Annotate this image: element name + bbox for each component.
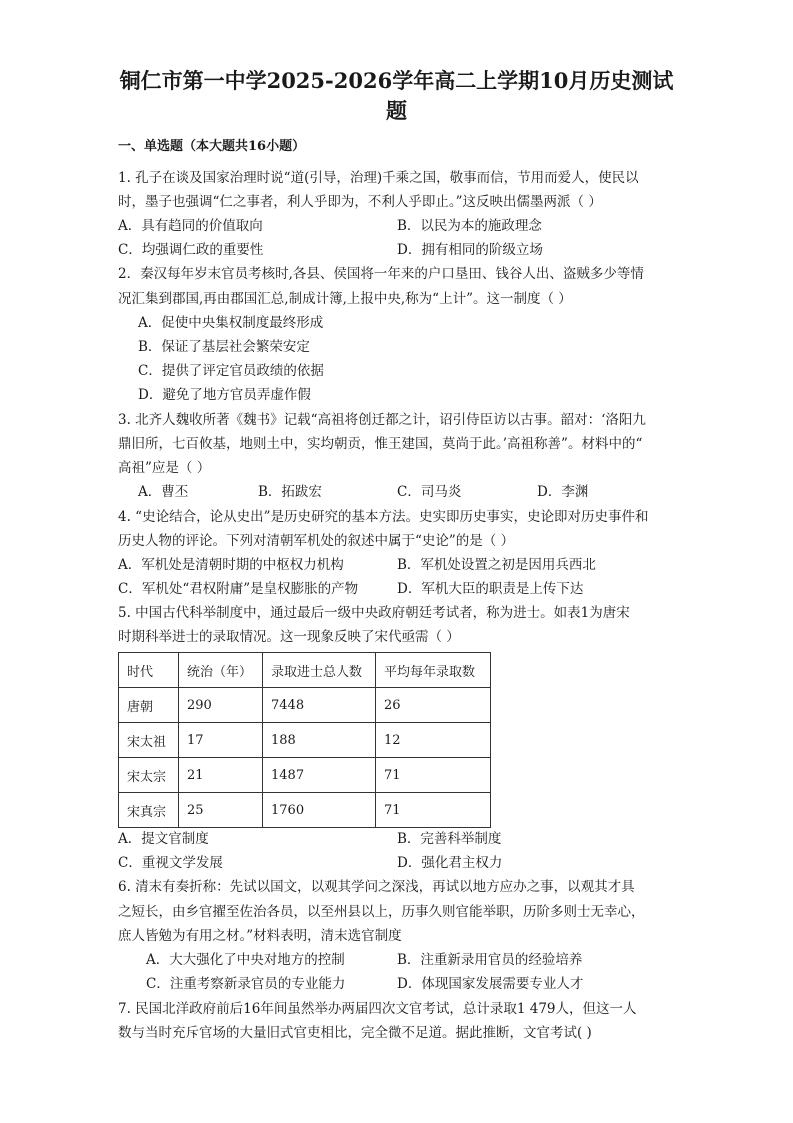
q6-stem-line-2: 之短长，由乡官擢至佐治各员，以至州县以上，历事久则官能举职，历阶多则士无幸心， (118, 904, 645, 920)
q3-option-d: D．李渊 (537, 484, 589, 500)
q3-option-a: A．曹丕 (138, 484, 189, 500)
enrollment-table (118, 652, 491, 828)
q5-option-b: B．完善科举制度 (397, 831, 502, 847)
q2-option-d: D．避免了地方官员弄虚作假 (138, 387, 311, 403)
table-row (119, 688, 491, 723)
q4-stem-line-1: 4. “史论结合，论从史出”是历史研究的基本方法。史实即历史事实，史论即对历史事件和 (118, 509, 649, 525)
q4-stem-line-2: 历史人物的评论。下列对清朝军机处的叙述中属于“史论”的是（ ） (118, 533, 515, 549)
q1-option-c: C．均强调仁政的重要性 (118, 242, 264, 258)
q4-option-b: B．军机处设置之初是因用兵西北 (397, 557, 596, 573)
q7-stem-line-1: 7. 民国北洋政府前后16年间虽然举办两届四次文官考试，总计录取1 479人，但这一人 (118, 1001, 637, 1017)
q5-stem-line-2: 时期科举进士的录取情况。这一现象反映了宋代亟需（ ） (118, 629, 460, 645)
table-cell: 唐朝 (119, 688, 179, 723)
table-header-cell: 平均每年录取数 (376, 653, 491, 688)
q5-stem-line-1: 5. 中国古代科举制度中，通过最后一级中央政府朝廷考试者，称为进士。如表1为唐宋 (118, 605, 630, 621)
table-row (119, 793, 491, 828)
table-cell: 1487 (263, 758, 376, 793)
table-cell: 21 (179, 758, 263, 793)
table-cell: 宋真宗 (119, 793, 179, 828)
table-header-cell: 统治（年） (179, 653, 263, 688)
table-cell: 290 (179, 688, 263, 723)
q4-option-d: D．军机大臣的职责是上传下达 (397, 581, 584, 597)
table-cell: 1760 (263, 793, 376, 828)
q1-option-d: D．拥有相同的阶级立场 (397, 242, 543, 258)
q1-stem-line-1: 1. 孔子在谈及国家治理时说“道(引导，治理)千乘之国，敬事而信，节用而爱人，使民以 (118, 170, 639, 186)
q2-option-a: A．促使中央集权制度最终形成 (138, 315, 324, 331)
table-cell: 188 (263, 723, 376, 758)
q7-stem-line-2: 数与当时充斥官场的大量旧式官吏相比，完全微不足道。据此推断，文官考试( ) (118, 1025, 592, 1041)
q3-option-b: B．拓跋宏 (258, 484, 322, 500)
q6-option-a: A．大大强化了中央对地方的控制 (146, 952, 345, 968)
title-line-2: 题 (386, 98, 407, 123)
q1-stem-line-2: 时，墨子也强调“仁之事者，利人乎即为，不利人乎即止。”这反映出儒墨两派（ ） (118, 194, 602, 210)
q6-stem-line-3: 庶人皆勉为有用之材。”材料表明，清末选官制度 (118, 928, 402, 944)
table-cell: 26 (376, 688, 491, 723)
q3-stem-line-1: 3. 北齐人魏收所著《魏书》记载“高祖将创迁都之计，诏引侍臣访以古事。韶对：‘洛阳九 (118, 412, 646, 428)
q3-stem-line-3: 高祖”应是（ ） (118, 460, 211, 476)
q1-option-a: A．具有趋同的价值取向 (118, 218, 263, 234)
table-header-cell: 录取进士总人数 (263, 653, 376, 688)
table-cell: 71 (376, 758, 491, 793)
table-header-row (119, 653, 491, 688)
q6-stem-line-1: 6. 清末有奏折称：先试以国文，以观其学问之深浅，再试以地方应办之事，以观其才具 (118, 879, 635, 895)
q6-option-c: C．注重考察新录官员的专业能力 (146, 976, 346, 992)
table-header-cell: 时代 (119, 653, 179, 688)
table-row (119, 758, 491, 793)
table-cell: 宋太祖 (119, 723, 179, 758)
q4-option-a: A．军机处是清朝时期的中枢权力机构 (118, 557, 344, 573)
q5-option-a: A．提文官制度 (118, 831, 209, 847)
table-cell: 25 (179, 793, 263, 828)
q5-option-c: C．重视文学发展 (118, 855, 223, 871)
table-cell: 71 (376, 793, 491, 828)
q2-option-b: B．保证了基层社会繁荣安定 (138, 339, 310, 355)
table-cell: 宋太宗 (119, 758, 179, 793)
q3-stem-line-2: 鼎旧所，七百攸基，地则土中，实均朝贡，惟王建国，莫尚于此。’高祖称善”。材料中的“ (118, 436, 643, 452)
section-heading: 一、单选题（本大题共16小题） (118, 139, 306, 154)
q5-option-d: D．强化君主权力 (397, 855, 503, 871)
table-cell: 12 (376, 723, 491, 758)
document-title (60, 66, 733, 126)
q2-stem-line-2: 况汇集到郡国,再由郡国汇总,制成计簿,上报中央,称为“上计”。这一制度（ ） (118, 291, 572, 307)
q6-option-d: D．体现国家发展需要专业人才 (397, 976, 584, 992)
table-row (119, 723, 491, 758)
q3-option-c: C．司马炎 (397, 484, 462, 500)
title-line-1: 铜仁市第一中学2025-2026学年高二上学期10月历史测试 (119, 68, 674, 93)
q6-option-b: B．注重新录用官员的经验培养 (397, 952, 583, 968)
q2-option-c: C．提供了评定官员政绩的依据 (138, 363, 324, 379)
table-cell: 17 (179, 723, 263, 758)
q4-option-c: C．军机处“君权附庸”是皇权膨胀的产物 (118, 581, 359, 597)
q2-stem-line-1: 2．秦汉每年岁末官员考核时,各县、侯国将一年来的户口垦田、钱谷人出、盗贼多少等情 (118, 266, 644, 282)
table-cell: 7448 (263, 688, 376, 723)
q1-option-b: B．以民为本的施政理念 (397, 218, 542, 234)
